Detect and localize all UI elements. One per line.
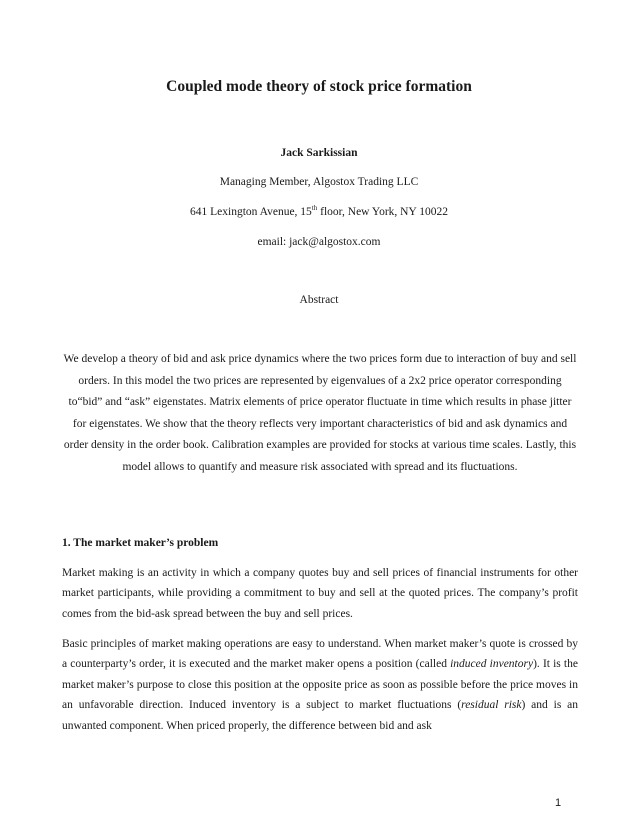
abstract-heading: Abstract	[299, 294, 339, 306]
paragraph-2-part-a: Basic principles of market making operations are easy to understand. When market maker’s quote is crossed by a counterparty’s order, it is executed and the market maker opens a position (called	[62, 638, 578, 671]
author-email: email: jack@algostox.com	[257, 236, 381, 248]
author-address	[0, 206, 638, 218]
residual-risk-term: residual risk	[461, 699, 522, 712]
address-superscript: th	[311, 204, 318, 213]
author-affiliation: Managing Member, Algostox Trading LLC	[219, 176, 419, 188]
author-name: Jack Sarkissian	[280, 147, 358, 159]
address-part-1: 641 Lexington Avenue, 15	[190, 206, 312, 218]
paragraph-2-part-b: ). It is the market maker’s purpose to close this position at the opposite price as soon as possible before the price moves in an unfavorable direction. Induced inventory is a subject to market fluctuations (	[62, 658, 578, 712]
paper-title: Coupled mode theory of stock price formation	[166, 78, 472, 95]
page-number: 1	[554, 797, 562, 809]
section-heading: 1. The market maker’s problem	[62, 537, 219, 549]
address-part-2: floor, New York, NY 10022	[317, 206, 448, 218]
induced-inventory-term: induced inventory	[450, 658, 534, 671]
abstract-text: We develop a theory of bid and ask price dynamics where the two prices form due to interaction of buy and sell orders. In this model the two prices are represented by eigenvalues of a 2x2 price operator corresponding to“bid” and “ask” eigenstates. Matrix elements of price operator fluctuate in time which results in phase jitter for eigenstates. We show that the theory reflects very important characteristics of bid and ask dynamics and order density in the order book. Calibration examples are provided for stocks at various time scales. Lastly, this model allows to quantify and measure risk associated with spread and its fluctuations.	[63, 353, 577, 473]
paragraph-2	[62, 634, 578, 736]
paragraph-1: Market making is an activity in which a company quotes buy and sell prices of financial instruments for other market participants, while providing a commitment to buy and sell at the quoted prices. The company’s profit comes from the bid-ask spread between the buy and sell prices.	[62, 567, 578, 620]
paragraph-2-part-c: ) and is an unwanted component. When priced properly, the difference between bid and ask	[62, 699, 578, 732]
